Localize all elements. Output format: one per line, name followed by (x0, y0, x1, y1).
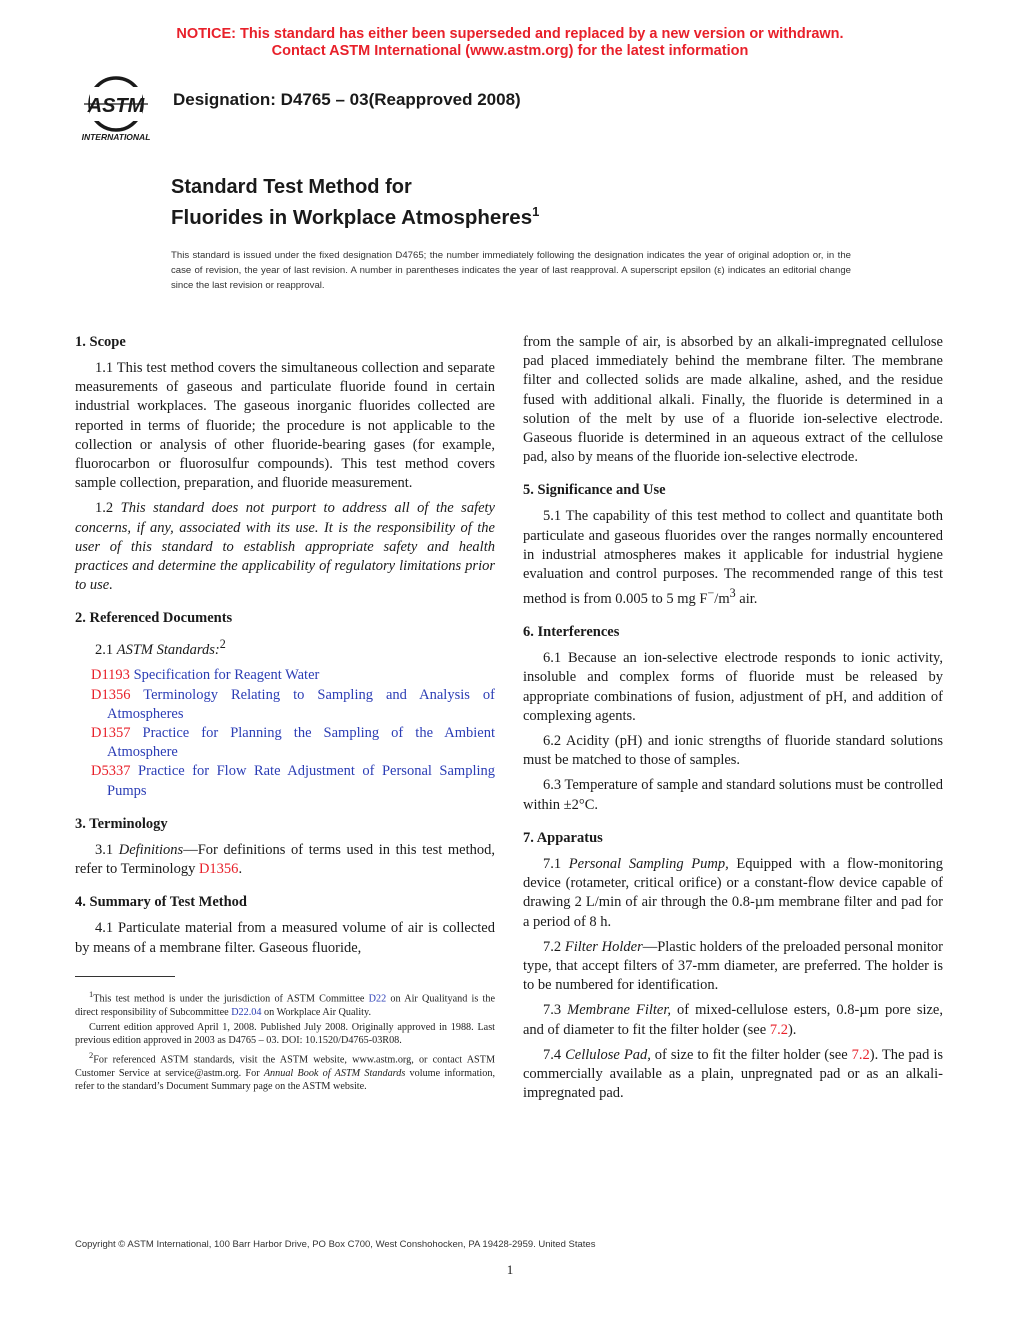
page-number: 1 (506, 1262, 514, 1277)
footnote-1-text-b: on Air Qualityand is the direct responsibility of Subcommittee (75, 993, 495, 1018)
summary-p1-start: 4.1 Particulate material from a measured volume of air is collected by means of a membrane filter. Gaseous fluoride, (75, 920, 495, 956)
scope-p2-text: This standard does not purport to address all of the safety concerns, if any, associated with its use. It is the responsibility of the user of this standard to establish appropriate safety and health practices and determine the applicability of regulatory limitations prior to use. (75, 500, 495, 594)
apparatus-p1-text: Equipped with a flow-monitoring device (rotameter, critical orifice) or a constant-flow device capable of drawing 2 L/min of air through the 0.8-µm membrane filter and pad for a period of 8 h. (523, 855, 944, 930)
footnote-2-italic: Annual Book of ASTM Standards (263, 1067, 406, 1079)
footnote-1-mark: 1 (89, 989, 94, 999)
apparatus-p4-end: ). The pad is commercially available as a plain, unpregnated pad or as an alkali-impregnated pad. (523, 1046, 943, 1102)
apparatus-p3 (523, 1001, 943, 1039)
astm-logo (72, 74, 164, 146)
section-significance (523, 481, 943, 609)
interferences-p1: 6.1 Because an ion-selective electrode responds to ionic activity, insoluble and complex forms of fluoride must be released by appropriate combinations of fusion, adjustment of pH, and addition of complexing agents. (523, 650, 943, 724)
logo-text-international: INTERNATIONAL (81, 132, 151, 142)
reference-code[interactable]: D1193 (91, 667, 130, 684)
left-column (75, 333, 495, 972)
notice-line-2: Contact ASTM International (www.astm.org) for the latest information (271, 43, 749, 59)
referenced-intro (75, 635, 495, 660)
section-summary (75, 893, 495, 957)
summary-p1-continued: from the sample of air, is absorbed by an alkali-impregnated cellulose pad placed immediately behind the membrane filter. The membrane filter and collected solids are made alkaline, ashed, and the residue fused with additional alkali. Finally, the fluoride is determined in a solution of the melt by use of a fluoride ion-selective electrode. Gaseous fluoride is determined in an aqueous extract of the cellulose pad, also by means of the fluoride ion-selective electrode. (523, 334, 943, 466)
apparatus-p4 (523, 1046, 943, 1104)
logo-text-astm: ASTM (87, 95, 145, 117)
issued-note: This standard is issued under the fixed designation D4765; the number immediately following the designation indicates the year of original adoption or, in the case of revision, the year of last revision. A number in parentheses indicates the year of last reapproval. A superscript epsilon (ε) indicates an editorial change since the last revision or reapproval. (171, 250, 851, 291)
interferences-p2: 6.2 Acidity (pH) and ionic strengths of fluoride standard solutions must be matched to those of samples. (523, 733, 943, 769)
scope-p2-num: 1.2 (95, 500, 114, 517)
interferences-heading: 6. Interferences (523, 624, 620, 641)
apparatus-p2-text: —Plastic holders of the preloaded personal monitor type, that accept filters of 37-mm diameter, are preferred. The holder is to be numbered for identification. (523, 938, 944, 994)
apparatus-p2-term: Filter Holder (564, 938, 643, 955)
referenced-footnote-mark: 2 (219, 637, 226, 652)
copyright-line: Copyright © ASTM International, 100 Barr Harbor Drive, PO Box C700, West Conshohocken, PA 19428-2959. United States (75, 1239, 596, 1250)
referenced-intro-text: ASTM Standards: (116, 642, 220, 659)
section-interferences (523, 623, 943, 815)
reference-item[interactable] (75, 724, 495, 762)
withdrawal-notice (0, 26, 1020, 60)
reference-item[interactable] (75, 762, 495, 800)
apparatus-p4-term: Cellulose Pad, (565, 1046, 651, 1063)
reference-title[interactable]: Practice for Planning the Sampling of the Ambient Atmosphere (107, 725, 495, 761)
apparatus-p4-num: 7.4 (543, 1046, 562, 1063)
terminology-end: . (238, 861, 243, 878)
terminology-link-d1356[interactable]: D1356 (198, 861, 239, 878)
footnote-link-d22-04[interactable]: D22.04 (231, 1006, 262, 1018)
title-line-1: Standard Test Method for (171, 176, 412, 198)
notice-line-1: NOTICE: This standard has either been superseded and replaced by a new version or withdrawn. (176, 26, 844, 42)
apparatus-p3-term: Membrane Filter, (567, 1002, 672, 1019)
summary-heading: 4. Summary of Test Method (75, 894, 247, 911)
footnote-link-d22[interactable]: D22 (368, 993, 387, 1005)
title-footnote-mark: 1 (532, 204, 540, 219)
right-column (523, 333, 943, 1117)
significance-p1 (523, 507, 943, 609)
apparatus-p1 (523, 855, 943, 932)
reference-title[interactable]: Practice for Flow Rate Adjustment of Personal Sampling Pumps (107, 763, 496, 799)
section-apparatus (523, 829, 943, 1103)
reference-item[interactable] (75, 666, 495, 685)
significance-sup-minus: − (707, 586, 715, 601)
significance-p1-text: 5.1 The capability of this test method to collect and quantitate both particulate and gaseous fluorides over the ranges normally encountered in industrial atmospheres makes it applicable for industrial hygiene evaluation and control purposes. The recommended range of this test method is from 0.005 to 5 mg F (523, 508, 943, 608)
terminology-heading: 3. Terminology (75, 815, 168, 832)
terminology-num: 3.1 (95, 841, 114, 858)
reference-code[interactable]: D5337 (91, 763, 131, 780)
title-main: Fluorides in Workplace Atmospheres (171, 205, 533, 229)
scope-heading: 1. Scope (75, 334, 126, 350)
footnote-1-edition: Current edition approved April 1, 2008. Published July 2008. Originally approved in 1988. Last previous edition approved in 2003 as D4765 – 03. DOI: 10.1520/D4765-03R08. (75, 1021, 495, 1047)
reference-item[interactable] (75, 686, 495, 724)
apparatus-p3-num: 7.3 (543, 1002, 562, 1019)
designation: Designation: D4765 – 03(Reapproved 2008) (173, 90, 521, 109)
scope-p1: 1.1 This test method covers the simultaneous collection and separate measurements of gaseous and particulate fluoride found in certain industrial workplaces. The gaseous inorganic fluorides collected are reported in terms of fluoride; the procedure is not applicable to the collection or analysis of other fluoride-bearing gases (for example, fluorocarbon or fluorosulfur compounds). This test method covers sample collection, preparation, and fluoride measurement. (75, 360, 495, 492)
section-terminology (75, 815, 495, 879)
reference-code[interactable]: D1357 (91, 725, 131, 742)
reference-title[interactable]: Terminology Relating to Sampling and Analysis of Atmospheres (107, 686, 495, 722)
apparatus-heading: 7. Apparatus (523, 829, 603, 846)
significance-unit: /m (714, 591, 730, 608)
apparatus-p1-num: 7.1 (543, 855, 562, 872)
significance-end: air. (735, 591, 758, 608)
significance-heading: 5. Significance and Use (523, 482, 666, 499)
interferences-p3: 6.3 Temperature of sample and standard solutions must be controlled within ±2°C. (523, 777, 943, 813)
apparatus-p2 (523, 938, 943, 996)
apparatus-p2-num: 7.2 (543, 938, 562, 955)
footnote-2-mark: 2 (89, 1049, 94, 1060)
footnote-1-text-c: on Workplace Air Quality. (261, 1006, 371, 1018)
scope-p2 (75, 499, 495, 595)
document-title (171, 175, 539, 231)
footnote-2-text-a: For referenced ASTM standards, visit the ASTM website, www.astm.org, or contact ASTM Customer Service at service@astm.org. For (75, 1054, 495, 1079)
footnote-divider (75, 976, 175, 977)
footnote-2 (75, 1049, 495, 1094)
referenced-intro-num: 2.1 (95, 642, 114, 659)
apparatus-p1-term: Personal Sampling Pump, (568, 855, 729, 872)
footnote-1-text-a: This test method is under the jurisdiction of ASTM Committee (93, 993, 369, 1005)
section-referenced-documents (75, 609, 495, 800)
footnote-2-text-b: volume information, refer to the standard’s Document Summary page on the ASTM website. (75, 1067, 495, 1093)
reference-title[interactable]: Specification for Reagent Water (133, 667, 320, 684)
apparatus-p3-text: of mixed-cellulose esters, 0.8-µm pore size, and of diameter to fit the filter holder (see (523, 1002, 943, 1038)
apparatus-p3-end: ). (787, 1021, 797, 1038)
reference-code[interactable]: D1356 (91, 686, 131, 703)
footnote-1 (75, 988, 495, 1020)
apparatus-p4-link[interactable]: 7.2 (851, 1046, 870, 1063)
significance-sup-3: 3 (729, 586, 736, 601)
terminology-text: —For definitions of terms used in this test method, refer to Terminology (75, 841, 495, 878)
footnotes (75, 988, 495, 1095)
terminology-p1 (75, 841, 495, 879)
apparatus-p4-text: of size to fit the filter holder (see (650, 1046, 852, 1063)
title-line-2 (171, 199, 539, 231)
terminology-term: Definitions (118, 841, 184, 858)
apparatus-p3-link[interactable]: 7.2 (769, 1021, 788, 1038)
summary-continued (523, 333, 943, 467)
referenced-heading: 2. Referenced Documents (75, 610, 233, 627)
section-scope (75, 333, 495, 595)
